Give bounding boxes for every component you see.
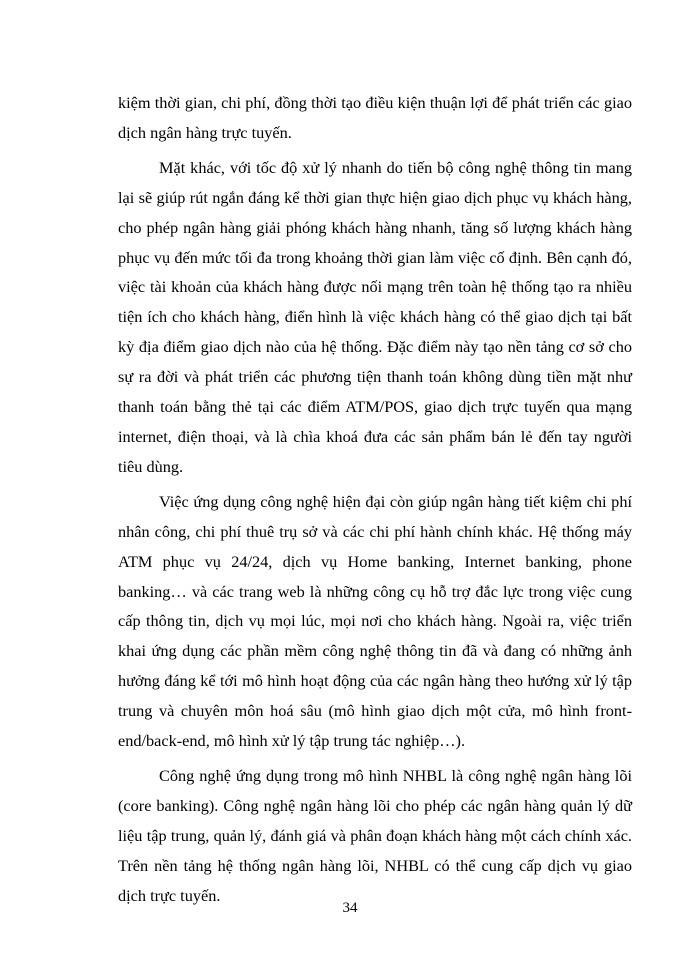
paragraph-core-banking: Công nghệ ứng dụng trong mô hình NHBL là công nghệ ngân hàng lõi (core banking). Công nghệ ngân hàng lõi cho phép các ngân hàng quản lý dữ liệu tập trung, quản lý, đánh giá và phân đoạn khách hàng một cách chính xác. Trên nền tảng hệ thống ngân hàng lõi, NHBL có thể cung cấp dịch vụ giao dịch trực tuyến. <box>118 765 632 905</box>
paragraph-continuation: kiệm thời gian, chi phí, đồng thời tạo điều kiện thuận lợi để phát triển các giao dịch ngân hàng trực tuyến. <box>118 93 632 142</box>
paragraph-processing-speed: Mặt khác, với tốc độ xử lý nhanh do tiến bộ công nghệ thông tin mang lại sẽ giúp rút ngắn đáng kể thời gian thực hiện giao dịch phục vụ khách hàng, cho phép ngân hàng giải phóng khách hàng nhanh, tăng số lượng khách hàng phục vụ đến mức tối đa trong khoảng thời gian làm việc cố định. Bên cạnh đó, việc tài khoản của khách hàng được nối mạng trên toàn hệ thống tạo ra nhiều tiện ích cho khách hàng, điển hình là việc khách hàng có thể giao dịch tại bất kỳ địa điểm giao dịch nào của hệ thống. Đặc điểm này tạo nền tảng cơ sở cho sự ra đời và phát triển các phương tiện thanh toán không dùng tiền mặt như thanh toán bằng thẻ tại các điểm ATM/POS, giao dịch trực tuyến qua mạng internet, điện thoại, và là chìa khoá đưa các sản phẩm bán lẻ đến tay người tiêu dùng. <box>118 157 632 476</box>
body-text <box>118 88 632 915</box>
page-number: 34 <box>342 900 358 916</box>
paragraph-modern-technology: Việc ứng dụng công nghệ hiện đại còn giúp ngân hàng tiết kiệm chi phí nhân công, chi phí thuê trụ sở và các chi phí hành chính khác. Hệ thống máy ATM phục vụ 24/24, dịch vụ Home banking, Internet banking, phone banking… và các trang web là những công cụ hỗ trợ đắc lực trong việc cung cấp thông tin, dịch vụ mọi lúc, mọi nơi cho khách hàng. Ngoài ra, việc triển khai ứng dụng các phần mềm công nghệ thông tin đã và đang có những ảnh hưởng đáng kể tới mô hình hoạt động của các ngân hàng theo hướng xử lý tập trung và chuyên môn hoá sâu (mô hình giao dịch một cửa, mô hình front-end/back-end, mô hình xử lý tập trung tác nghiệp…). <box>118 491 632 751</box>
